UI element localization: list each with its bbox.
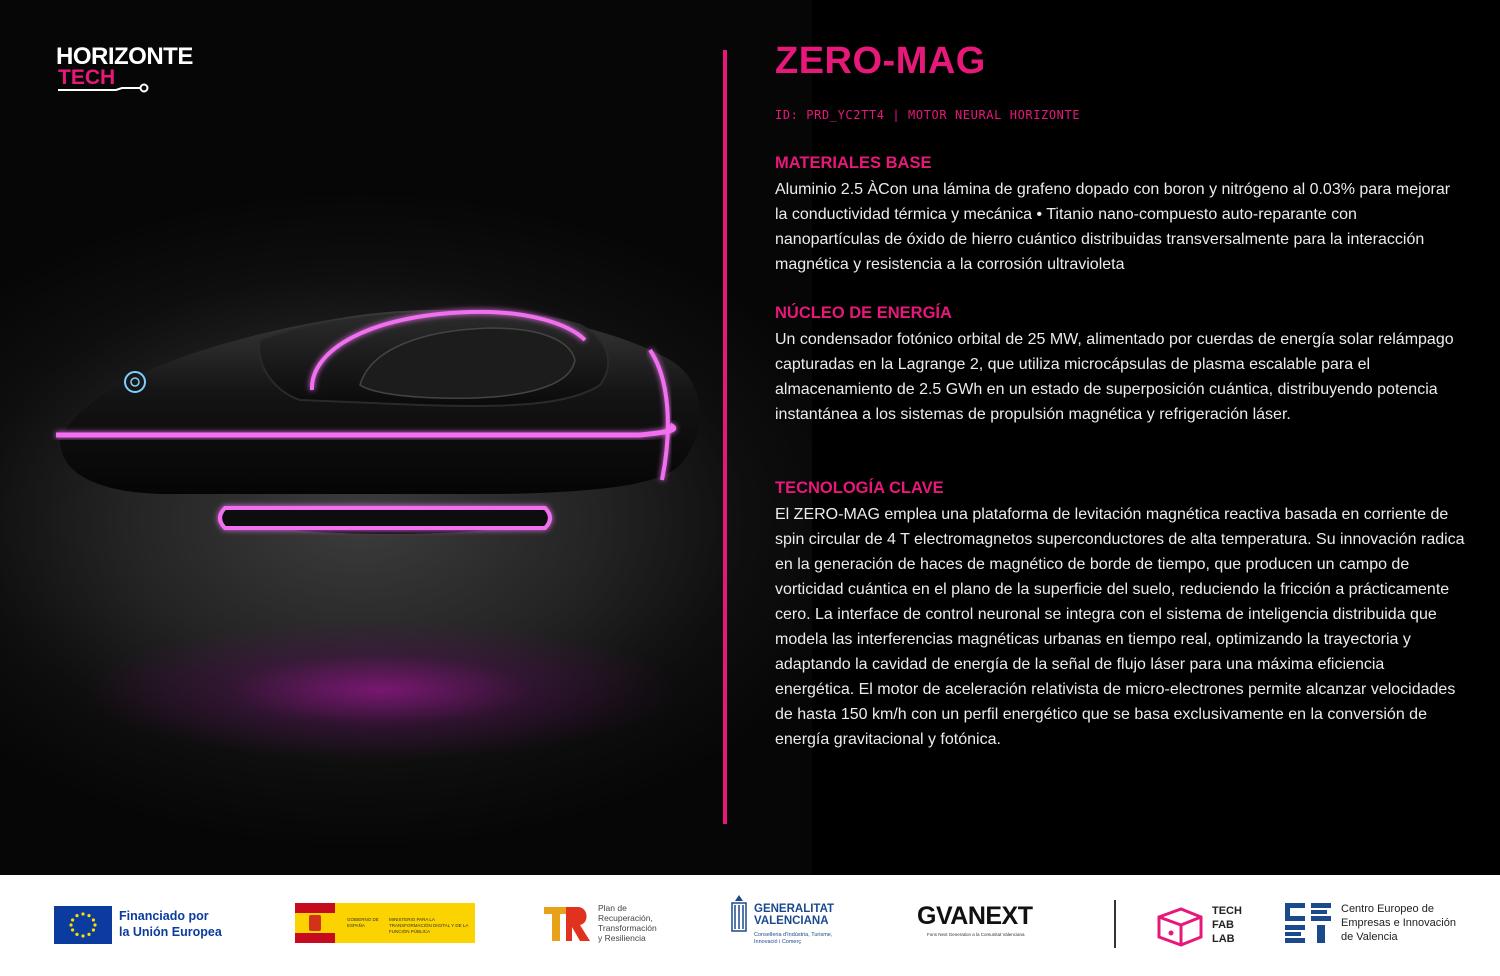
floor-reflection-glow xyxy=(60,600,700,780)
logo-line1: HORIZONTE xyxy=(56,43,193,70)
logo-line2: TECH xyxy=(58,66,116,89)
eu-funding-label: Financiado por la Unión Europea xyxy=(119,909,222,939)
section-heading: MATERIALES BASE xyxy=(775,154,932,172)
section-heading: NÚCLEO DE ENERGÍA xyxy=(775,304,952,322)
footer-separator xyxy=(1114,900,1116,948)
ceei-label: Centro Europeo de Empresas e Innovación de Valencia xyxy=(1341,903,1456,943)
section-heading: TECNOLOGÍA CLAVE xyxy=(775,479,944,497)
recovery-plan-logo-icon xyxy=(542,901,592,943)
section-body: Aluminio 2.5 ÀCon una lámina de grafeno dopado con boron y nitrógeno al 0.03% para mejorar la conductividad térmica y mecánica • Titanio nano-compuesto auto-reparante con nanopartículas de óxido de hierro cuántico distribuidas transversalmente para la interacción magnética y resistencia a la corrosión ultravioleta xyxy=(775,181,1451,273)
ceei-logo-icon xyxy=(1285,901,1335,943)
horizonte-tech-logo xyxy=(56,42,246,98)
section-divider xyxy=(723,50,727,824)
product-id-line: ID: PRD_YC2TT4 | MOTOR NEURAL HORIZONTE xyxy=(775,108,1081,122)
generalitat-valenciana-label: GENERALITAT VALENCIANA xyxy=(754,903,835,927)
funding-footer xyxy=(0,875,1500,976)
section-body: Un condensador fotónico orbital de 25 MW, alimentado por cuerdas de energía solar relámpago capturadas en la Lagrange 2, que utiliza microcápsulas de plasma escalable para el almacenamiento de 2.5 GWh en un estado de superposición cuántica, distribuyendo potencia instantánea a los sistemas de propulsión magnética y refrigeración láser. xyxy=(775,331,1454,423)
section-tecnologia-clave xyxy=(775,479,1465,752)
zero-mag-vehicle-image xyxy=(40,280,720,550)
gvanext-tagline: Fons Next Generation a la Comunitat Valenciana xyxy=(927,932,1025,937)
conselleria-label: Conselleria d'Indústria, Turisme, Innovació i Comerç xyxy=(754,932,833,945)
gvanext-logo: GVANEXT xyxy=(917,902,1033,930)
techfablab-label: TECH FAB LAB xyxy=(1212,905,1242,945)
techfablab-cube-icon xyxy=(1153,903,1207,949)
product-title: ZERO-MAG xyxy=(775,40,986,82)
eu-flag-icon xyxy=(54,906,112,944)
recovery-plan-label: Plan de Recuperación, Transformación y Resiliencia xyxy=(598,903,657,943)
gobierno-espana-logo: GOBIERNO DE ESPAÑA MINISTERIO PARA LA TRANSFORMACIÓN DIGITAL Y DE LA FUNCIÓN PÚBLICA xyxy=(295,903,475,943)
generalitat-shield-icon xyxy=(728,893,750,943)
section-body: El ZERO-MAG emplea una plataforma de levitación magnética reactiva basada en corriente de spin circular de 4 T electromagnetos superconductores de alta temperatura. Su innovación radica en la generación de haces de magnético de borde de tiempo, que producen un campo de vorticidad cuántica en el plano de la superficie del suelo, reduciendo la fricción a prácticamente cero. La interface de control neuronal se integra con el sistema de inteligencia distribuida que modela las interferencias magnéticas urbanas en tiempo real, optimizando la trayectoria y adaptando la cavidad de energía de la señal de flujo láser para una máxima eficiencia energética. El motor de aceleración relativista de micro-electrones permite alcanzar velocidades de hasta 150 km/h con un perfil energético que se basa exclusivamente en la conversión de energía gravitacional y fotónica. xyxy=(775,506,1465,748)
section-nucleo-de-energia xyxy=(775,304,1465,427)
section-materiales-base xyxy=(775,154,1465,277)
